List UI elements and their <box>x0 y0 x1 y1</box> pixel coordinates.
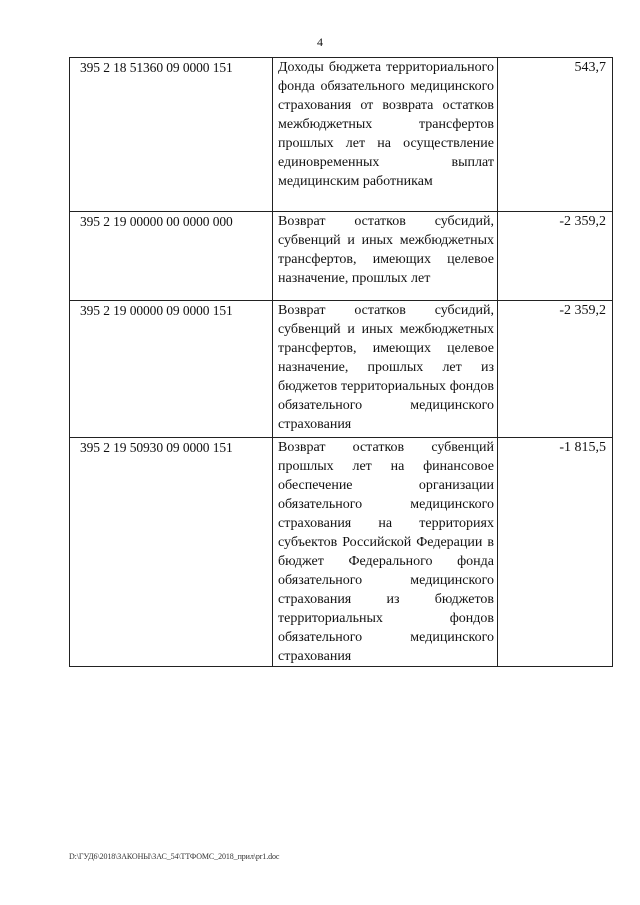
table-row <box>70 438 613 667</box>
amount-cell: -1 815,5 <box>498 438 613 667</box>
row-description: Возврат остатков субсидий, субвенций и иных межбюджетных трансфертов, имеющих целевое назначение, прошлых лет из бюджетов территориальных фондов обязательного медицинского страхования <box>278 303 494 432</box>
budget-code-cell: 395 2 19 00000 00 0000 000 <box>70 212 273 301</box>
description-cell <box>273 212 498 301</box>
row-description: Возврат остатков субсидий, субвенций и иных межбюджетных трансфертов, имеющих целевое назначение, прошлых лет <box>278 214 494 286</box>
budget-code-cell: 395 2 19 00000 09 0000 151 <box>70 301 273 438</box>
table-row <box>70 212 613 301</box>
amount-cell: 543,7 <box>498 58 613 212</box>
budget-code-cell: 395 2 19 50930 09 0000 151 <box>70 438 273 667</box>
description-cell <box>273 438 498 667</box>
table-row <box>70 58 613 212</box>
page-number: 4 <box>317 35 323 49</box>
description-cell <box>273 301 498 438</box>
description-cell <box>273 58 498 212</box>
table-row <box>70 301 613 438</box>
budget-revenue-table <box>69 57 613 667</box>
budget-code-cell: 395 2 18 51360 09 0000 151 <box>70 58 273 212</box>
row-description: Доходы бюджета территориального фонда обязательного медицинского страхования от возврата остатков межбюджетных трансфертов прошлых лет на осуществление единовременных выплат медицинским работникам <box>278 60 494 189</box>
amount-cell: -2 359,2 <box>498 301 613 438</box>
row-description: Возврат остатков субвенций прошлых лет на финансовое обеспечение организации обязательного медицинского страхования на территориях субъектов Российской Федерации в бюджет Федерального фонда обязательного медицинского страхования из бюджетов территориальных фондов обязательного медицинского страхования <box>278 440 494 664</box>
file-path-footer: D:\ГУД6\2018\ЗАКОНЫ\ЗАС_54\ТТФОМС_2018_прил\pr1.doc <box>69 852 280 861</box>
amount-cell: -2 359,2 <box>498 212 613 301</box>
